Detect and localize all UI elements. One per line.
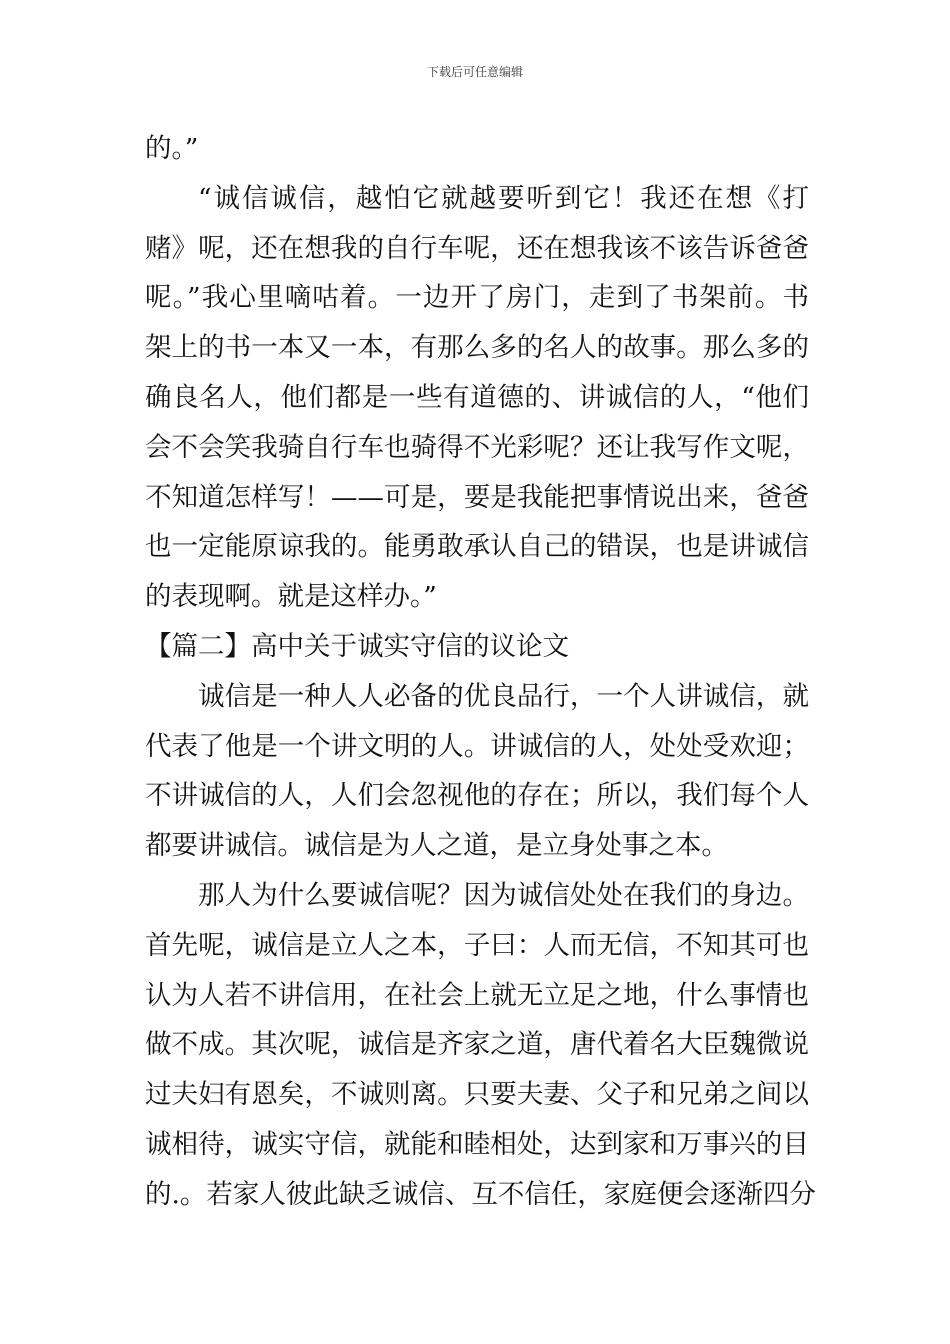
text-line: “诚信诚信，越怕它就越要听到它！我还在想《打 (198, 182, 809, 214)
text-line: 的。” (145, 133, 199, 164)
text-line: 不讲诚信的人，人们会忽视他的存在；所以，我们每个人 (145, 780, 809, 812)
text-line: 都要讲诚信。诚信是为人之道，是立身处事之本。 (145, 830, 728, 862)
text-line: 确良名人，他们都是一些有道德的、讲诚信的人，“他们 (145, 381, 809, 413)
text-line: 认为人若不讲信用，在社会上就无立足之地，什么事情也 (145, 979, 809, 1011)
text-line: 诚相待，诚实守信，就能和睦相处，达到家和万事兴的目 (145, 1128, 809, 1160)
text-line: 的.。若家人彼此缺乏诚信、互不信任，家庭便会逐渐四分 (145, 1178, 816, 1210)
page-header: 下载后可任意编辑 (426, 65, 523, 79)
text-line: 不知道怎样写！——可是，要是我能把事情说出来，爸爸 (145, 481, 809, 513)
section-heading: 【篇二】高中关于诚实守信的议论文 (145, 630, 569, 662)
text-line: 架上的书一本又一本，有那么多的名人的故事。那么多的 (145, 332, 809, 364)
text-line: 那人为什么要诚信呢？因为诚信处处在我们的身边。 (198, 879, 809, 911)
text-line: 的表现啊。就是这样办。” (145, 581, 437, 613)
text-line: 代表了他是一个讲文明的人。讲诚信的人，处处受欢迎； (145, 730, 809, 762)
text-line: 赌》呢，还在想我的自行车呢，还在想我该不该告诉爸爸 (145, 232, 809, 264)
text-line: 会不会笑我骑自行车也骑得不光彩呢？还让我写作文呢， (145, 431, 809, 463)
text-line: 做不成。其次呢，诚信是齐家之道，唐代着名大臣魏微说 (145, 1029, 809, 1061)
text-line: 呢。”我心里嘀咕着。一边开了房门，走到了书架前。书 (145, 282, 809, 314)
document-body (145, 124, 816, 1220)
text-line: 过夫妇有恩矣，不诚则离。只要夫妻、父子和兄弟之间以 (145, 1079, 809, 1111)
text-line: 也一定能原谅我的。能勇敢承认自己的错误，也是讲诚信 (145, 531, 809, 563)
text-line: 诚信是一种人人必备的优良品行，一个人讲诚信，就 (198, 680, 809, 712)
text-line: 首先呢，诚信是立人之本，子曰：人而无信，不知其可也 (145, 929, 809, 961)
